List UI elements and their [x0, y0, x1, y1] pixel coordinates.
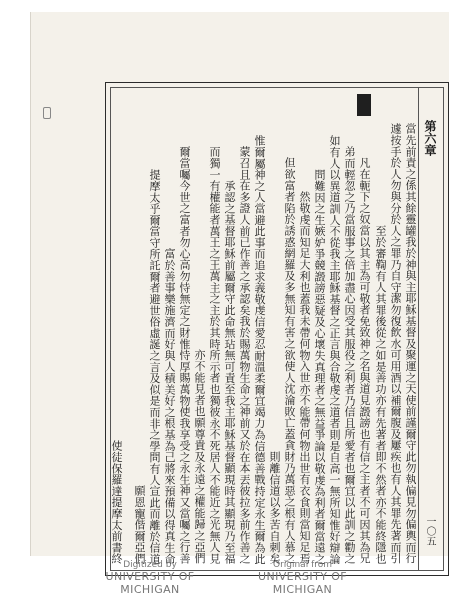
digitized-by-watermark — [85, 560, 215, 596]
chapter-heading: 第六章 — [423, 120, 437, 156]
text-column: 弟而輕忽之乃當服事之倍加盡心因受其服役之利者乃信且所愛者也爾宜以此訓之勸之 — [343, 145, 356, 564]
text-column: 遽按手於人勿與分於人之罪乃自守潔勿復飲水可用酒以補爾腹及屢疾也有人其罪先著而引 — [389, 123, 402, 564]
text-column: 蒙召且在多證人前已作善之承認矣我於賜萬物生命之神前又於在本丟彼拉多前作善之 — [238, 145, 251, 564]
scanned-page — [30, 12, 449, 564]
text-column: 如有人以異道訓人不從我主耶穌基督之正言與合敬虔之道者則是自高一無所知惟好辯論 — [328, 134, 341, 564]
verse-marker — [357, 94, 371, 116]
page-edge-strip — [418, 88, 443, 570]
watermark-big-left: UNIVERSITY OF MICHIGAN — [105, 570, 195, 596]
text-column: 當先前責之係其餘靈罐我於神與主耶穌基督及聚運之天使前謹爾守此勿執偏見勿偏輿而行 — [404, 123, 417, 564]
text-frame-inner — [110, 87, 444, 571]
binding-mark — [43, 107, 51, 119]
text-column: 承認之基督耶穌前屬爾守此命無玷無可責至我主耶穌基督顯現時其顯現乃至福 — [223, 179, 236, 564]
text-column: 惟爾屬神之人當避此事而追求義敬虔信愛忍耐溫柔爾宜竭力為信德善戰持定永生爾為此 — [253, 134, 266, 564]
text-column: 爾當囑今世之富者勿心高勿恃無定之財惟恃厚賜萬物使我享受之永生神又當囑之行善 — [178, 145, 191, 564]
text-column: 則離信道以多苦自刺矣 — [268, 451, 281, 564]
watermark-small-right: Original from — [272, 560, 333, 570]
watermark-small-left: Digitized by — [123, 560, 177, 570]
text-column: 而獨一有權能者萬王之王萬主之主於其時所示者也獨彼永不死居人不能近之光無人見 — [208, 145, 221, 564]
text-frame — [105, 82, 449, 576]
body-text — [110, 94, 417, 564]
text-column: 亦不能見者也願尊貴及永遠之權能歸之亞們 — [193, 349, 206, 564]
text-column: 願恩寵偕爾亞們 — [133, 484, 146, 564]
text-column: 問難因之生嫉妒爭競譭謗惡疑及心壞失真理者之無益爭論以敬虔為利者爾當遠之 — [313, 168, 326, 564]
text-column: 然敬虔而知足大利也蓋我未帶何物入世亦不能帶何物出世有衣食則當知足焉 — [298, 191, 311, 564]
colophon-line: 使徒保羅達提摩太前書終 — [110, 439, 123, 564]
text-column: 但欲富者陷於誘惑網羅及多無知有害之欲使人沈淪敗亡蓋貪財乃萬惡之根有人慕之 — [283, 157, 296, 564]
page-number: 一〇五 — [424, 516, 435, 546]
text-column: 富於善事樂施濟而好與人積美好之根基為己將來預備以得真生命 — [163, 247, 176, 564]
watermark-big-right: UNIVERSITY OF MICHIGAN — [258, 570, 347, 596]
original-from-watermark — [235, 560, 370, 596]
text-column: 提摩太乎爾當守所託爾者避世俗虛誕之言及似是而非之學問有人宣此而離於信道 — [148, 168, 161, 564]
text-column: 凡在軛下之奴當以其主為可敬者免致神之名與道見譭謗也有信之主者不可因其為兄 — [358, 157, 371, 564]
text-column: 至於審鞫有人其罪後從之如是善功亦有先著者即不然者亦不能終隱也 — [374, 225, 387, 564]
